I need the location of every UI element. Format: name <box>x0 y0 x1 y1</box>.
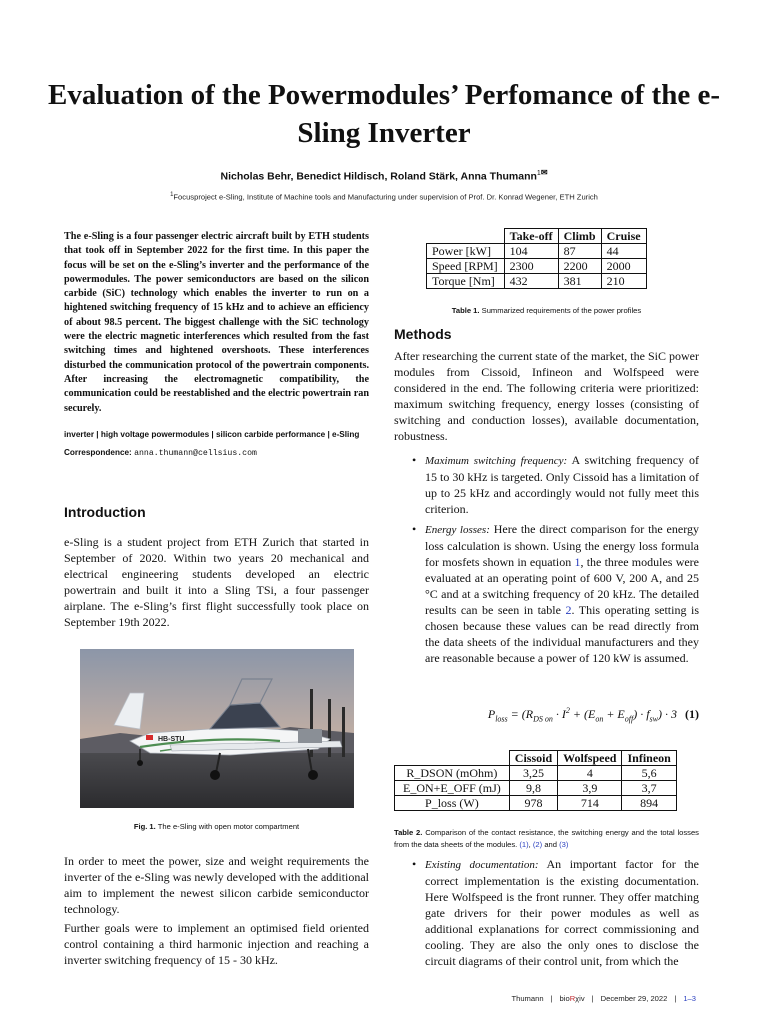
bullet-text: . This operating setting is chosen because these values can be read directly from the data sheets of the individual manufacturers and they are reasonable because a power of 120 kW is assumed. <box>425 603 699 665</box>
table-row <box>427 244 647 259</box>
bullet-title: Energy losses: <box>425 524 490 536</box>
author-affiliation-marker: 1 <box>536 170 541 177</box>
bullet-text: An important factor for the correct implementation is the existing documentation. Here Wolfspeed is the front runner. They offer matching gate drivers for their power modules as well as additional explanations for correct commissioning and cooling. They are also the only ones to disclose the circuit diagrams of their control unit, from which the <box>425 857 699 968</box>
table-cell: 2200 <box>558 259 601 274</box>
table-cell: 894 <box>622 796 676 811</box>
introduction-paragraph-1: e-Sling is a student project from ETH Zurich that started in September of 2020. Within two years 20 mechanical and electrical engineering students developed an electric powertrain and built it into a Sling TSi, a four passenger airplane. The e-Sling’s first flight successfully took place on September 19th 2022. <box>64 535 369 629</box>
introduction-heading: Introduction <box>64 504 146 520</box>
table-1-header-cell: Take-off <box>504 229 558 244</box>
bullet-title: Existing documentation: <box>425 859 539 871</box>
table-cell: Power [kW] <box>427 244 505 259</box>
table-1-header-cell: Climb <box>558 229 601 244</box>
bullet-existing-documentation <box>412 856 699 969</box>
table-2-caption-text: Comparison of the contact resistance, the switching energy and the total losses from the data sheets of the modules. <box>394 828 699 849</box>
table-1-header-cell: Cruise <box>601 229 646 244</box>
airplane-illustration <box>80 649 354 808</box>
table-1-caption-text: Summarized requirements of the power profiles <box>481 306 642 315</box>
table-cell: Torque [Nm] <box>427 274 505 289</box>
table-cell: R_DSON (mOhm) <box>395 766 510 781</box>
figure-esling-photo <box>80 649 354 808</box>
reference-link[interactable]: (3) <box>559 840 569 849</box>
table-cell: 4 <box>558 766 622 781</box>
table-cell: 5,6 <box>622 766 676 781</box>
author-names: Nicholas Behr, Benedict Hildisch, Roland Stärk, Anna Thumann <box>220 170 537 183</box>
figure-1-caption <box>64 822 369 831</box>
correspondence <box>64 448 369 458</box>
table-1-header-cell <box>427 229 505 244</box>
table-row <box>395 766 677 781</box>
footer-brand-part: χiv <box>575 994 585 1003</box>
table-1-power-profiles <box>426 228 647 289</box>
table-2-header-cell: Wolfspeed <box>558 751 622 766</box>
table-cell: 44 <box>601 244 646 259</box>
table-cell: 432 <box>504 274 558 289</box>
figure-1-label: Fig. 1. <box>133 822 156 831</box>
table-row <box>395 796 677 811</box>
aircraft-registration: HB-STU <box>158 736 185 743</box>
table-row <box>427 259 647 274</box>
table-cell: 2000 <box>601 259 646 274</box>
table-cell: Speed [RPM] <box>427 259 505 274</box>
bullet-title: Maximum switching frequency: <box>425 455 568 467</box>
table-2-label: Table 2. <box>394 828 423 837</box>
table-2-header-cell: Cissoid <box>509 751 557 766</box>
footer-page-numbers: 1–3 <box>683 994 696 1003</box>
table-cell: 714 <box>558 796 622 811</box>
equation-reference-link[interactable]: 1 <box>574 555 581 569</box>
bullet-text: Here the direct comparison for the energy loss calculation is shown. Using the energy loss formula for mosfets shown in equation <box>425 522 699 569</box>
bullet-list <box>412 521 699 666</box>
affiliation-text: Focusproject e-Sling, Institute of Machine tools and Manufacturing under supervision of Prof. Dr. Konrad Wegener, ETH Zurich <box>173 192 598 202</box>
equation-1 <box>394 706 699 723</box>
table-cell: 381 <box>558 274 601 289</box>
introduction-paragraph-3: Further goals were to implement an optimised field oriented control containing a third harmonic injection and reaching a inverter switching frequency of 15 - 30 kHz. <box>64 921 369 967</box>
keywords: inverter | high voltage powermodules | silicon carbide performance | e-Sling <box>64 430 360 439</box>
table-cell: 3,25 <box>509 766 557 781</box>
reference-link[interactable]: (1) <box>519 840 529 849</box>
table-2-module-comparison <box>394 750 677 811</box>
affiliation-marker: 1 <box>170 192 174 198</box>
figure-1-caption-text: The e-Sling with open motor compartment <box>157 822 300 831</box>
caption-connector: and <box>544 840 557 849</box>
table-1-header-row <box>427 229 647 244</box>
table-cell: 978 <box>509 796 557 811</box>
table-1-label: Table 1. <box>451 306 480 315</box>
affiliation <box>40 192 728 202</box>
bullet-max-switching-frequency <box>412 452 699 517</box>
equation-text: $P_{loss} = (R_{DS on} \cdot I^2 + (E_{on} + E_{off}) \cdot f_{sw}) \cdot 3$ <box>487 706 677 724</box>
table-2-header-cell: Infineon <box>622 751 676 766</box>
footer-date: December 29, 2022 <box>600 994 668 1003</box>
bullet-text: A switching frequency of 15 to 30 kHz is targeted. Only Cissoid has a limitation of up to 25 kHz and accordingly would not fully meet this criterion. <box>425 453 700 516</box>
table-cell: 104 <box>504 244 558 259</box>
introduction-paragraph-2: In order to meet the power, size and weight requirements the inverter of the e-Sling was newly developed with the additional aim to implement the newest silicon carbide semiconductor technology. <box>64 854 369 916</box>
footer-author: Thumann <box>511 994 544 1003</box>
correspondence-email[interactable]: anna.thumann@cellsius.com <box>134 449 257 458</box>
table-cell: 3,7 <box>622 781 676 796</box>
bullet-list <box>412 452 699 517</box>
correspondence-label: Correspondence: <box>64 448 132 457</box>
bullet-energy-losses <box>412 521 699 666</box>
methods-heading: Methods <box>394 326 452 342</box>
bullet-list <box>412 856 699 969</box>
bullet-text: , the three modules were evaluated at an operating point of 600 V, 200 A, and 25 °C and at a switching frequency of 20 kHz. The detailed results can be seen in table <box>425 555 700 617</box>
table-cell: 87 <box>558 244 601 259</box>
envelope-icon: ✉ <box>540 168 548 177</box>
footer-brand <box>560 994 585 1003</box>
table-1-caption <box>394 306 699 315</box>
reference-link[interactable]: (2) <box>532 840 543 849</box>
table-cell: 3,9 <box>558 781 622 796</box>
table-reference-link[interactable]: 2 <box>565 603 572 617</box>
table-cell: 210 <box>601 274 646 289</box>
table-row <box>395 781 677 796</box>
footer-brand-part: bio <box>559 994 570 1003</box>
table-cell: E_ON+E_OFF (mJ) <box>395 781 510 796</box>
paper-title: Evaluation of the Powermodules’ Perfomance of the e-Sling Inverter <box>48 79 720 149</box>
equation-number: (1) <box>685 707 699 721</box>
author-list <box>40 168 728 183</box>
table-2-caption: Table 2. Comparison of the contact resistance, the switching energy and the total losses from the data sheets of the modules. (1), (2) and (3) <box>394 828 699 849</box>
table-2-header-row <box>395 751 677 766</box>
table-row <box>427 274 647 289</box>
page-footer: Thumann | bioRχiv | December 29, 2022 | 1–3 <box>511 994 696 1003</box>
table-2-header-cell <box>395 751 510 766</box>
abstract: The e-Sling is a four passenger electric aircraft built by ETH students that took off in September 2022 for the first time. In this paper the focus will be set on the e-Sling’s inverter and the performance of the powermodules. The power semiconductors are based on the silicon carbide (SiC) technology which enables the inverter to run on a hightened switching frequency of 15 kHz and to achieve an efficiency of about 98.5 percent. The biggest challenge with the SiC technology were the electric magnetic interferences which resulted from the fast switching times and hightened overshoots. These interferences disturbed the communication protocol of the powertrain components. After increasing the electromagnetic compatibility, the communication could be reestablished and the electric powertrain ran securely. <box>64 231 369 414</box>
table-cell: 2300 <box>504 259 558 274</box>
table-cell: 9,8 <box>509 781 557 796</box>
table-cell: P_loss (W) <box>395 796 510 811</box>
methods-intro: After researching the current state of the market, the SiC power modules from Cissoid, Infineon and Wolfspeed were considered in the end. The following criteria were prioritized: maximum switching frequency, energy losses (consisting of switching and conduction losses), available documentation, robustness. <box>394 349 699 443</box>
footer-brand-part: R <box>569 994 576 1003</box>
